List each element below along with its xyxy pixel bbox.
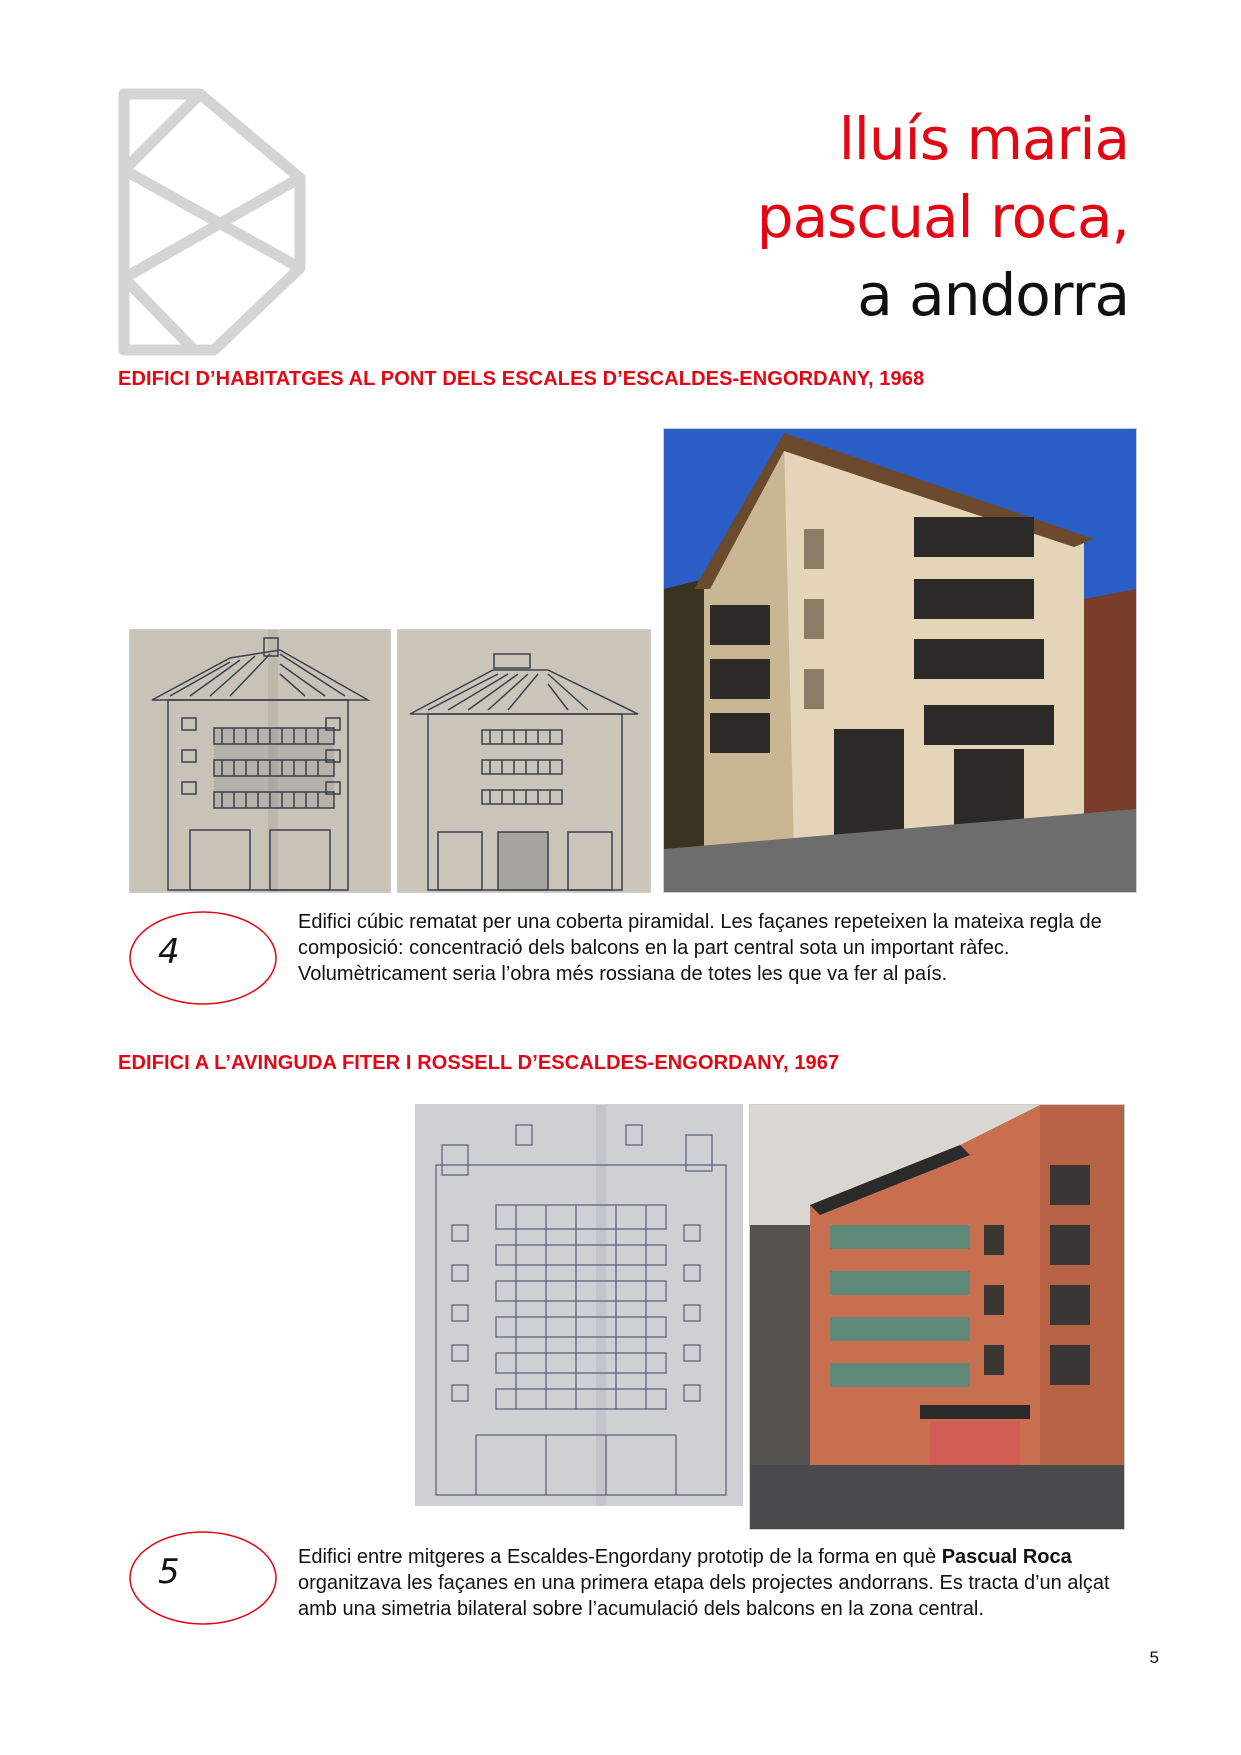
item-number-4 [128,910,278,1006]
item-number-label: 4 [158,932,180,972]
publication-logo [118,88,318,358]
building-photo-1 [663,428,1137,893]
section-heading-1: EDIFICI D’HABITATGES AL PONT DELS ESCALES D’ESCALDES-ENGORDANY, 1968 [118,368,925,390]
title-line-1: lluís maria [838,105,1129,173]
stylized-d-logo-icon [118,88,318,358]
description-text: organitzava les façanes en una primera etapa dels projectes andorrans. Es tracta d’un alçat amb una simetria bilateral sobre l’acumulació dels balcons en la zona central. [298,1572,1110,1620]
item-number-label: 5 [158,1552,180,1592]
description-text: Edifici entre mitgeres a Escaldes-Engordany prototip de la forma en què [298,1546,942,1568]
elevation-drawing-2 [415,1104,743,1506]
section-description-1: Edifici cúbic rematat per una coberta piramidal. Les façanes repeteixen la mateixa regla de composició: concentració dels balcons en la part central sota un important ràfec. Volumètricament seria l’obra més rossiana de totes les que va fer al país. [298,911,1102,985]
section-heading-2: EDIFICI A L’AVINGUDA FITER I ROSSELL D’ESCALDES-ENGORDANY, 1967 [118,1052,840,1074]
item-number-5 [128,1530,278,1626]
elevation-drawing-1b [397,629,651,893]
page-title [757,100,1129,334]
page-number: 5 [1149,1648,1159,1667]
title-line-2: pascual roca, [756,183,1129,251]
elevation-drawing-1a [129,629,391,893]
title-line-3: a andorra [857,261,1129,329]
section-description-2 [298,1544,1146,1622]
building-photo-2 [749,1104,1125,1530]
architect-name: Pascual Roca [941,1546,1072,1568]
